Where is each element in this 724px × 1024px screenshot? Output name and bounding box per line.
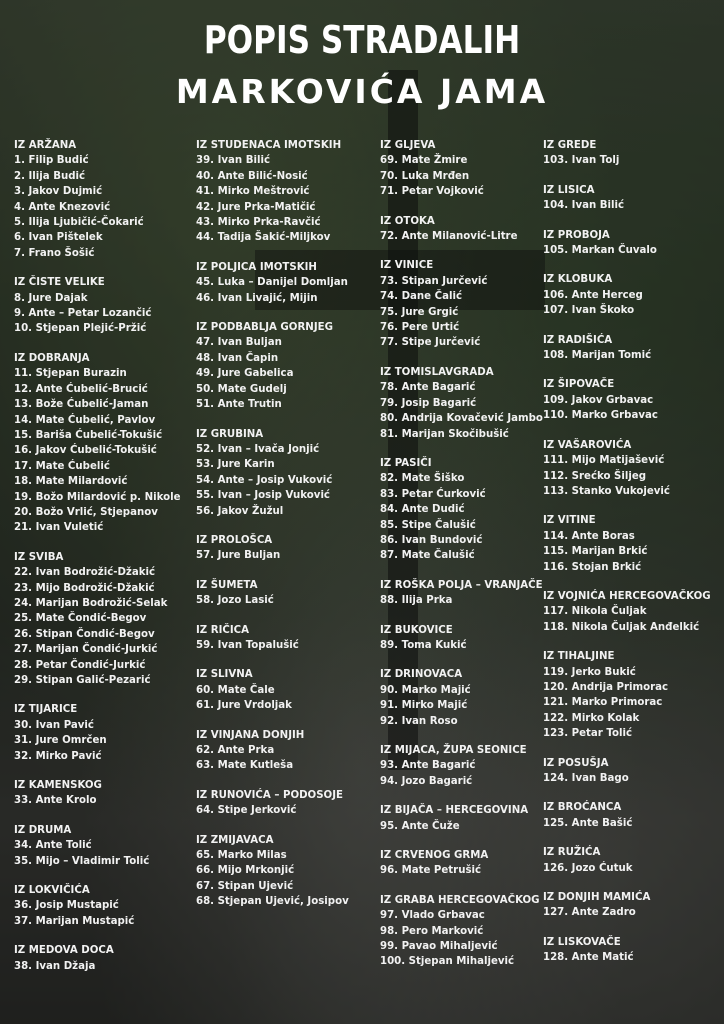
column-4: [543, 138, 711, 980]
victim-entry: 9. Ante – Petar Lozančić: [14, 308, 152, 320]
place-heading: IZ GRUBINA: [196, 428, 264, 440]
victim-entry: 98. Pero Marković: [380, 925, 484, 937]
place-group: [14, 883, 181, 929]
victim-entry: 122. Mirko Kolak: [543, 712, 640, 724]
victim-entry: 71. Petar Vojković: [380, 186, 484, 198]
victim-entry: 118. Nikola Čuljak Anđelkić: [543, 621, 700, 633]
place-heading: IZ GREDE: [543, 140, 597, 151]
victim-entry: 41. Mirko Meštrović: [196, 186, 310, 198]
place-heading: IZ VINICE: [380, 260, 434, 272]
place-group: [380, 258, 543, 350]
place-heading: IZ DOBRANJA: [14, 352, 90, 364]
victim-entry: 55. Ivan – Josip Vuković: [196, 490, 330, 502]
place-group: [380, 743, 543, 789]
victim-entry: 70. Luka Mrđen: [380, 170, 470, 182]
victim-entry: 35. Mijo – Vladimir Tolić: [14, 855, 150, 867]
victim-entry: 53. Jure Karin: [196, 459, 275, 471]
place-group: [543, 589, 711, 635]
victim-entry: 52. Ivan – Ivača Jonjić: [196, 443, 320, 455]
poster-subtitle: MARKOVIĆA JAMA: [175, 72, 549, 111]
victim-entry: 121. Marko Primorac: [543, 697, 663, 709]
victim-entry: 33. Ante Krolo: [14, 795, 97, 807]
place-group: [196, 427, 349, 519]
victim-entry: 17. Mate Ćubelić: [14, 460, 110, 472]
place-group: [380, 138, 543, 200]
place-heading: IZ OTOKA: [380, 215, 435, 227]
victim-entry: 21. Ivan Vuletić: [14, 522, 104, 534]
place-group: [380, 667, 543, 729]
victim-entry: 89. Toma Kukić: [380, 639, 467, 651]
place-group: [543, 438, 711, 500]
victim-entry: 45. Luka – Danijel Domljan: [196, 277, 348, 289]
place-heading: IZ LOKVIČIĆA: [14, 885, 90, 897]
place-heading: IZ VINJANA DONJIH: [196, 729, 305, 741]
victim-entry: 106. Ante Herceg: [543, 289, 643, 301]
column-2: [196, 138, 349, 924]
victim-entry: 112. Srećko Šiljeg: [543, 470, 647, 482]
place-group: [196, 667, 349, 713]
victim-entry: 72. Ante Milanović-Litre: [380, 231, 518, 243]
victim-entry: 5. Ilija Ljubičić-Čokarić: [14, 217, 144, 229]
victim-entry: 96. Mate Petrušić: [380, 865, 482, 877]
victim-entry: 10. Stjepan Plejić-Pržić: [14, 323, 147, 335]
victim-entry: 23. Mijo Bodrožić-Džakić: [14, 582, 155, 594]
place-group: [543, 890, 711, 921]
place-heading: IZ RADIŠIĆA: [543, 334, 613, 346]
victim-entry: 40. Ante Bilić-Nosić: [196, 170, 308, 182]
place-group: [380, 893, 543, 970]
place-heading: IZ PODBABLJA GORNJEG: [196, 322, 333, 334]
victim-entry: 22. Ivan Bodrožić-Džakić: [14, 567, 156, 579]
victim-entry: 99. Pavao Mihaljević: [380, 941, 498, 953]
victim-entry: 82. Mate Šiško: [380, 473, 465, 485]
victim-entry: 36. Josip Mustapić: [14, 900, 119, 912]
victim-entry: 46. Ivan Livajić, Mijin: [196, 292, 318, 304]
victim-entry: 1. Filip Budić: [14, 155, 89, 167]
place-group: [14, 351, 181, 536]
victim-entry: 63. Mate Kutleša: [196, 760, 294, 772]
place-heading: IZ VITINE: [543, 515, 596, 527]
victim-entry: 48. Ivan Čapin: [196, 352, 279, 364]
place-heading: IZ ROŠKA POLJA – VRANJAČE: [380, 579, 543, 591]
victim-entry: 26. Stipan Čondić-Begov: [14, 628, 155, 640]
place-group: [14, 778, 181, 809]
victim-entry: 19. Božo Milardović p. Nikole: [14, 491, 181, 503]
victim-entry: 111. Mijo Matijašević: [543, 455, 665, 467]
victim-entry: 77. Stipe Jurčević: [380, 337, 481, 349]
victim-entry: 29. Stipan Galić-Pezarić: [14, 675, 151, 686]
place-heading: IZ KAMENSKOG: [14, 780, 102, 792]
victim-entry: 67. Stipan Ujević: [196, 880, 294, 892]
victim-entry: 108. Marijan Tomić: [543, 350, 652, 362]
victim-entry: 65. Marko Milas: [196, 850, 287, 862]
place-heading: IZ RIČICA: [196, 624, 249, 636]
place-heading: IZ RUŽIĆA: [543, 847, 601, 859]
victim-entry: 78. Ante Bagarić: [380, 382, 476, 394]
place-heading: IZ GLJEVA: [380, 140, 436, 151]
victim-entry: 44. Tadija Šakić-Miljkov: [196, 232, 331, 244]
place-group: [543, 228, 711, 259]
victim-entry: 114. Ante Boras: [543, 530, 635, 542]
place-heading: IZ CRVENOG GRMA: [380, 850, 489, 862]
victim-entry: 86. Ivan Bundović: [380, 534, 483, 546]
victim-entry: 124. Ivan Bago: [543, 773, 629, 784]
victim-entry: 110. Marko Grbavac: [543, 410, 658, 422]
place-heading: IZ PROBOJA: [543, 229, 610, 241]
place-heading: IZ TOMISLAVGRADA: [380, 366, 494, 378]
poster-title: POPIS STRADALIH: [203, 18, 521, 62]
victim-entry: 75. Jure Grgić: [380, 306, 459, 318]
place-heading: IZ ŠIPOVAČE: [543, 379, 615, 391]
victim-entry: 79. Josip Bagarić: [380, 397, 477, 409]
place-group: [543, 272, 711, 318]
place-heading: IZ RUNOVIĆA – PODOSOJE: [196, 789, 343, 801]
victim-entry: 66. Mijo Mrkonjić: [196, 865, 295, 877]
place-heading: IZ MEDOVA DOCA: [14, 945, 114, 957]
place-group: [543, 935, 711, 966]
place-group: [380, 578, 543, 609]
victim-entry: 84. Ante Dudić: [380, 504, 465, 516]
victim-entry: 123. Petar Tolić: [543, 728, 632, 740]
victim-entry: 64. Stipe Jerković: [196, 805, 297, 817]
victim-entry: 94. Jozo Bagarić: [380, 775, 473, 787]
victim-entry: 13. Bože Ćubelić-Jaman: [14, 399, 149, 411]
victim-entry: 128. Ante Matić: [543, 952, 634, 964]
place-group: [196, 623, 349, 654]
victim-entry: 61. Jure Vrdoljak: [196, 700, 292, 712]
place-group: [196, 788, 349, 819]
victim-entry: 87. Mate Čalušić: [380, 550, 475, 562]
place-group: [196, 138, 349, 246]
place-group: [543, 845, 711, 876]
victim-entry: 115. Marijan Brkić: [543, 546, 648, 558]
victim-entry: 81. Marijan Skočibušić: [380, 428, 509, 440]
victim-entry: 80. Andrija Kovačević Jambo: [380, 413, 543, 425]
victim-entry: 127. Ante Zadro: [543, 907, 636, 919]
place-heading: IZ GRABA HERCEGOVAČKOG: [380, 894, 540, 906]
victim-entry: 47. Ivan Buljan: [196, 337, 282, 349]
place-heading: IZ LISKOVAČE: [543, 936, 621, 948]
victim-entry: 39. Ivan Bilić: [196, 155, 270, 167]
victim-entry: 56. Jakov Žužul: [196, 505, 284, 517]
place-group: [543, 800, 711, 831]
place-heading: IZ DONJIH MAMIĆA: [543, 892, 651, 904]
place-heading: IZ KLOBUKA: [543, 274, 613, 286]
place-group: [196, 728, 349, 774]
victim-entry: 25. Mate Čondić-Begov: [14, 613, 147, 625]
victim-entry: 105. Markan Čuvalo: [543, 245, 657, 257]
place-heading: IZ BIJAČA – HERCEGOVINA: [380, 805, 529, 817]
place-group: [380, 848, 543, 879]
column-3: [380, 138, 543, 984]
place-heading: IZ MIJACA, ŽUPA SEONICE: [380, 745, 527, 756]
place-heading: IZ LISICA: [543, 184, 595, 196]
place-group: [196, 260, 349, 306]
place-heading: IZ DRINOVACA: [380, 669, 463, 681]
victim-entry: 93. Ante Bagarić: [380, 760, 476, 772]
place-group: [380, 456, 543, 564]
victim-entry: 12. Ante Ćubelić-Brucić: [14, 383, 148, 395]
victim-entry: 104. Ivan Bilić: [543, 200, 625, 212]
victim-entry: 125. Ante Bašić: [543, 817, 633, 829]
place-heading: IZ TIHALJINE: [543, 651, 615, 663]
victim-entry: 3. Jakov Dujmić: [14, 186, 103, 198]
victim-entry: 14. Mate Ćubelić, Pavlov: [14, 414, 156, 426]
victim-entry: 34. Ante Tolić: [14, 840, 92, 852]
victim-entry: 37. Marijan Mustapić: [14, 915, 135, 927]
victim-entry: 76. Pere Urtić: [380, 322, 460, 334]
victim-entry: 7. Frano Šošić: [14, 247, 95, 259]
place-heading: IZ TIJARICE: [14, 704, 78, 716]
place-heading: IZ DRUMA: [14, 824, 72, 836]
victim-entry: 60. Mate Čale: [196, 684, 275, 696]
victim-entry: 42. Jure Prka-Matičić: [196, 201, 316, 213]
victim-entry: 95. Ante Čuže: [380, 820, 460, 832]
place-group: [543, 513, 711, 575]
place-heading: IZ SVIBA: [14, 551, 64, 563]
place-heading: IZ PASIČI: [380, 457, 432, 469]
victim-entry: 28. Petar Čondić-Jurkić: [14, 659, 146, 671]
victim-entry: 30. Ivan Pavić: [14, 719, 94, 731]
victim-entry: 126. Jozo Ćutuk: [543, 862, 633, 874]
place-group: [380, 803, 543, 834]
place-group: [14, 275, 181, 337]
place-group: [380, 623, 543, 654]
place-group: [380, 214, 543, 245]
place-group: [196, 320, 349, 412]
victim-entry: 109. Jakov Grbavac: [543, 394, 654, 406]
place-group: [14, 702, 181, 764]
place-group: [196, 578, 349, 609]
place-group: [14, 138, 181, 261]
victim-entry: 11. Stjepan Burazin: [14, 368, 127, 380]
place-group: [196, 833, 349, 910]
place-group: [543, 183, 711, 214]
victim-entry: 38. Ivan Džaja: [14, 960, 96, 972]
victim-entry: 88. Ilija Prka: [380, 595, 453, 607]
victim-entry: 103. Ivan Tolj: [543, 155, 620, 167]
place-group: [543, 377, 711, 423]
victim-entry: 91. Mirko Majić: [380, 700, 468, 712]
place-heading: IZ ŠUMETA: [196, 579, 258, 591]
place-group: [14, 550, 181, 689]
victim-entry: 50. Mate Gudelj: [196, 383, 287, 395]
place-group: [543, 138, 711, 169]
place-heading: IZ BUKOVICE: [380, 624, 453, 636]
place-heading: IZ POSUŠJA: [543, 757, 609, 769]
victim-entry: 49. Jure Gabelica: [196, 368, 294, 380]
victim-entry: 119. Jerko Bukić: [543, 666, 636, 678]
victim-entry: 16. Jakov Ćubelić-Tokušić: [14, 445, 157, 457]
victim-entry: 24. Marijan Bodrožić-Selak: [14, 597, 168, 609]
victim-entry: 4. Ante Knezović: [14, 201, 111, 213]
victim-entry: 62. Ante Prka: [196, 745, 275, 756]
place-heading: IZ ČISTE VELIKE: [14, 277, 105, 289]
victim-entry: 8. Jure Dajak: [14, 292, 88, 304]
victim-entry: 85. Stipe Čalušić: [380, 519, 476, 531]
place-group: [543, 649, 711, 741]
place-heading: IZ STUDENACA IMOTSKIH: [196, 140, 342, 151]
victim-entry: 120. Andrija Primorac: [543, 681, 669, 693]
victim-entry: 2. Ilija Budić: [14, 170, 86, 182]
victim-entry: 113. Stanko Vukojević: [543, 485, 670, 497]
victim-entry: 117. Nikola Čuljak: [543, 606, 647, 618]
victim-entry: 68. Stjepan Ujević, Josipov: [196, 896, 349, 908]
column-1: [14, 138, 181, 988]
place-heading: IZ VOJNIĆA HERCEGOVAČKOG: [543, 590, 711, 602]
victim-entry: 69. Mate Žmire: [380, 155, 468, 167]
victim-entry: 116. Stojan Brkić: [543, 561, 642, 573]
victim-entry: 92. Ivan Roso: [380, 715, 458, 727]
victim-entry: 32. Mirko Pavić: [14, 750, 102, 762]
place-heading: IZ ARŽANA: [14, 140, 77, 151]
victim-entry: 18. Mate Milardović: [14, 476, 128, 488]
place-heading: IZ PROLOŠCA: [196, 534, 273, 546]
victim-entry: 74. Dane Čalić: [380, 291, 463, 303]
victim-entry: 57. Jure Buljan: [196, 550, 281, 562]
place-group: [14, 943, 181, 974]
victim-entry: 107. Ivan Škoko: [543, 305, 635, 317]
place-group: [543, 756, 711, 787]
victim-entry: 54. Ante – Josip Vuković: [196, 474, 333, 486]
victim-entry: 43. Mirko Prka-Ravčić: [196, 217, 321, 229]
place-group: [380, 365, 543, 442]
victim-entry: 20. Božo Vrlić, Stjepanov: [14, 506, 158, 518]
victim-entry: 73. Stipan Jurčević: [380, 275, 488, 287]
place-heading: IZ ZMIJAVACA: [196, 834, 274, 846]
place-heading: IZ SLIVNA: [196, 669, 253, 681]
victim-entry: 100. Stjepan Mihaljević: [380, 956, 515, 968]
place-heading: IZ POLJICA IMOTSKIH: [196, 261, 317, 273]
place-heading: IZ BROĆANCA: [543, 802, 622, 814]
place-group: [14, 823, 181, 869]
victim-entry: 90. Marko Majić: [380, 684, 471, 696]
place-heading: IZ VAŠAROVIĆA: [543, 439, 632, 451]
victim-entry: 83. Petar Ćurković: [380, 488, 486, 500]
victim-entry: 31. Jure Omrčen: [14, 735, 107, 747]
victim-entry: 58. Jozo Lasić: [196, 595, 274, 607]
place-group: [543, 333, 711, 364]
victim-entry: 27. Marijan Čondić-Jurkić: [14, 644, 158, 656]
victim-entry: 97. Vlado Grbavac: [380, 910, 485, 922]
victim-entry: 51. Ante Trutin: [196, 399, 282, 411]
place-group: [196, 533, 349, 564]
victim-entry: 6. Ivan Pištelek: [14, 232, 103, 244]
victim-entry: 15. Bariša Ćubelić-Tokušić: [14, 429, 163, 441]
victim-entry: 59. Ivan Topalušić: [196, 639, 299, 651]
